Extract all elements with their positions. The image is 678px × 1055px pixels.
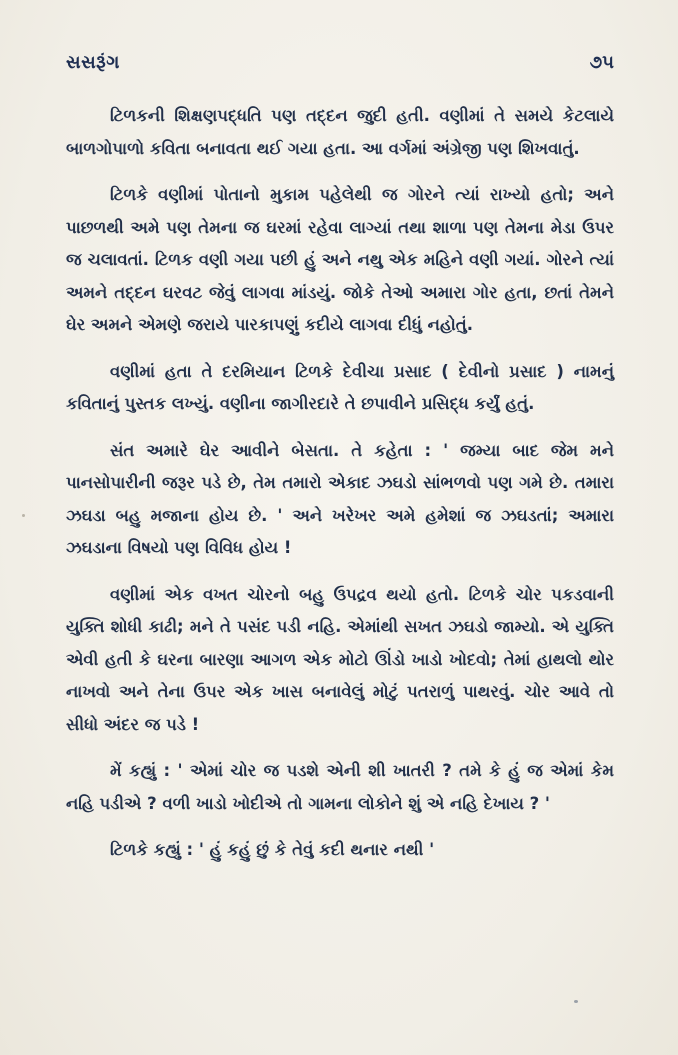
paragraph-7: ટિળકે કહ્યું : ' હું કહું છું કે તેવું કદી થનાર નથી ' <box>110 840 435 859</box>
page-number: ૭૫ <box>589 52 614 73</box>
body-text <box>66 100 614 881</box>
paragraph-3: વણીમાં હતા તે દરમિયાન ટિળકે દેવીચા પ્રસાદ ( દેવીનો પ્રસાદ ) નામનું કવિતાનું પુસ્તક લખ્યું. વણીના જાગીરદારે તે છપાવીને પ્રસિદ્ધ કર્યું હતું. <box>66 361 614 413</box>
paragraph-1: ટિળકની શિક્ષણપદ્ધતિ પણ તદ્દન જુદી હતી. વણીમાં તે સમયે કેટલાયે બાળગોપાળો કવિતા બનાવતા થઈ ગયા હતા. આ વર્ગમાં અંગ્રેજી પણ શિખવાતું. <box>66 106 614 158</box>
page-header <box>66 52 614 73</box>
paper-speck <box>574 1000 578 1003</box>
running-head: સસરૂંગ <box>66 52 120 73</box>
paragraph-6: મેં કહ્યું : ' એમાં ચોર જ પડશે એની શી ખાતરી ? તમે કે હું જ એમાં કેમ નહિ પડીએ ? વળી ખાડો ખોદીએ તો ગામના લોકોને શું એ નહિ દેખાય ? ' <box>66 761 614 813</box>
paragraph-5: વણીમાં એક વખત ચોરનો બહુ ઉપદ્રવ થયો હતો. ટિળકે ચોર પકડવાની યુક્તિ શોધી કાઢી; મને તે પસંદ પડી નહિ. એમાંથી સખત ઝઘડો જામ્યો. એ યુક્તિ એવી હતી કે ઘરના બારણા આગળ એક મોટો ઊંડો ખાડો ખોદવો; તેમાં હાથલો થોર નાખવો અને તેના ઉપર એક ખાસ બનાવેલું મોટું પતરાળું પાથરવું. ચોર આવે તો સીધો અંદર જ પડે ! <box>66 584 614 734</box>
paragraph-2: ટિળકે વણીમાં પોતાનો મુકામ પહેલેથી જ ગોરને ત્યાં રાખ્યો હતો; અને પાછળથી અમે પણ તેમના જ ઘરમાં રહેવા લાગ્યાં તથા શાળા પણ તેમના મેડા ઉપર જ ચલાવતાં. ટિળક વણી ગયા પછી હું અને નથુ એક મહિને વણી ગયાં. ગોરને ત્યાં અમને તદ્દન ઘરવટ જેવું લાગવા માંડયું. જોકે તેઓ અમારા ગોર હતા, છતાં તેમને ઘેર અમને એમણે જરાયે પારકાપણું કદીયે લાગવા દીધું નહોતું. <box>66 185 614 334</box>
paper-speck <box>22 514 25 517</box>
paragraph-4: સંત અમારે ઘેર આવીને બેસતા. તે કહેતા : ' જમ્યા બાદ જેમ મને પાનસોપારીની જરૂર પડે છે, તેમ તમારો એકાદ ઝઘડો સાંભળવો પણ ગમે છે. તમારા ઝઘડા બહુ મજાના હોય છે. ' અને ખરેખર અમે હમેશાં જ ઝઘડતાં; અમારા ઝઘડાના વિષયો પણ વિવિધ હોય ! <box>66 440 614 557</box>
